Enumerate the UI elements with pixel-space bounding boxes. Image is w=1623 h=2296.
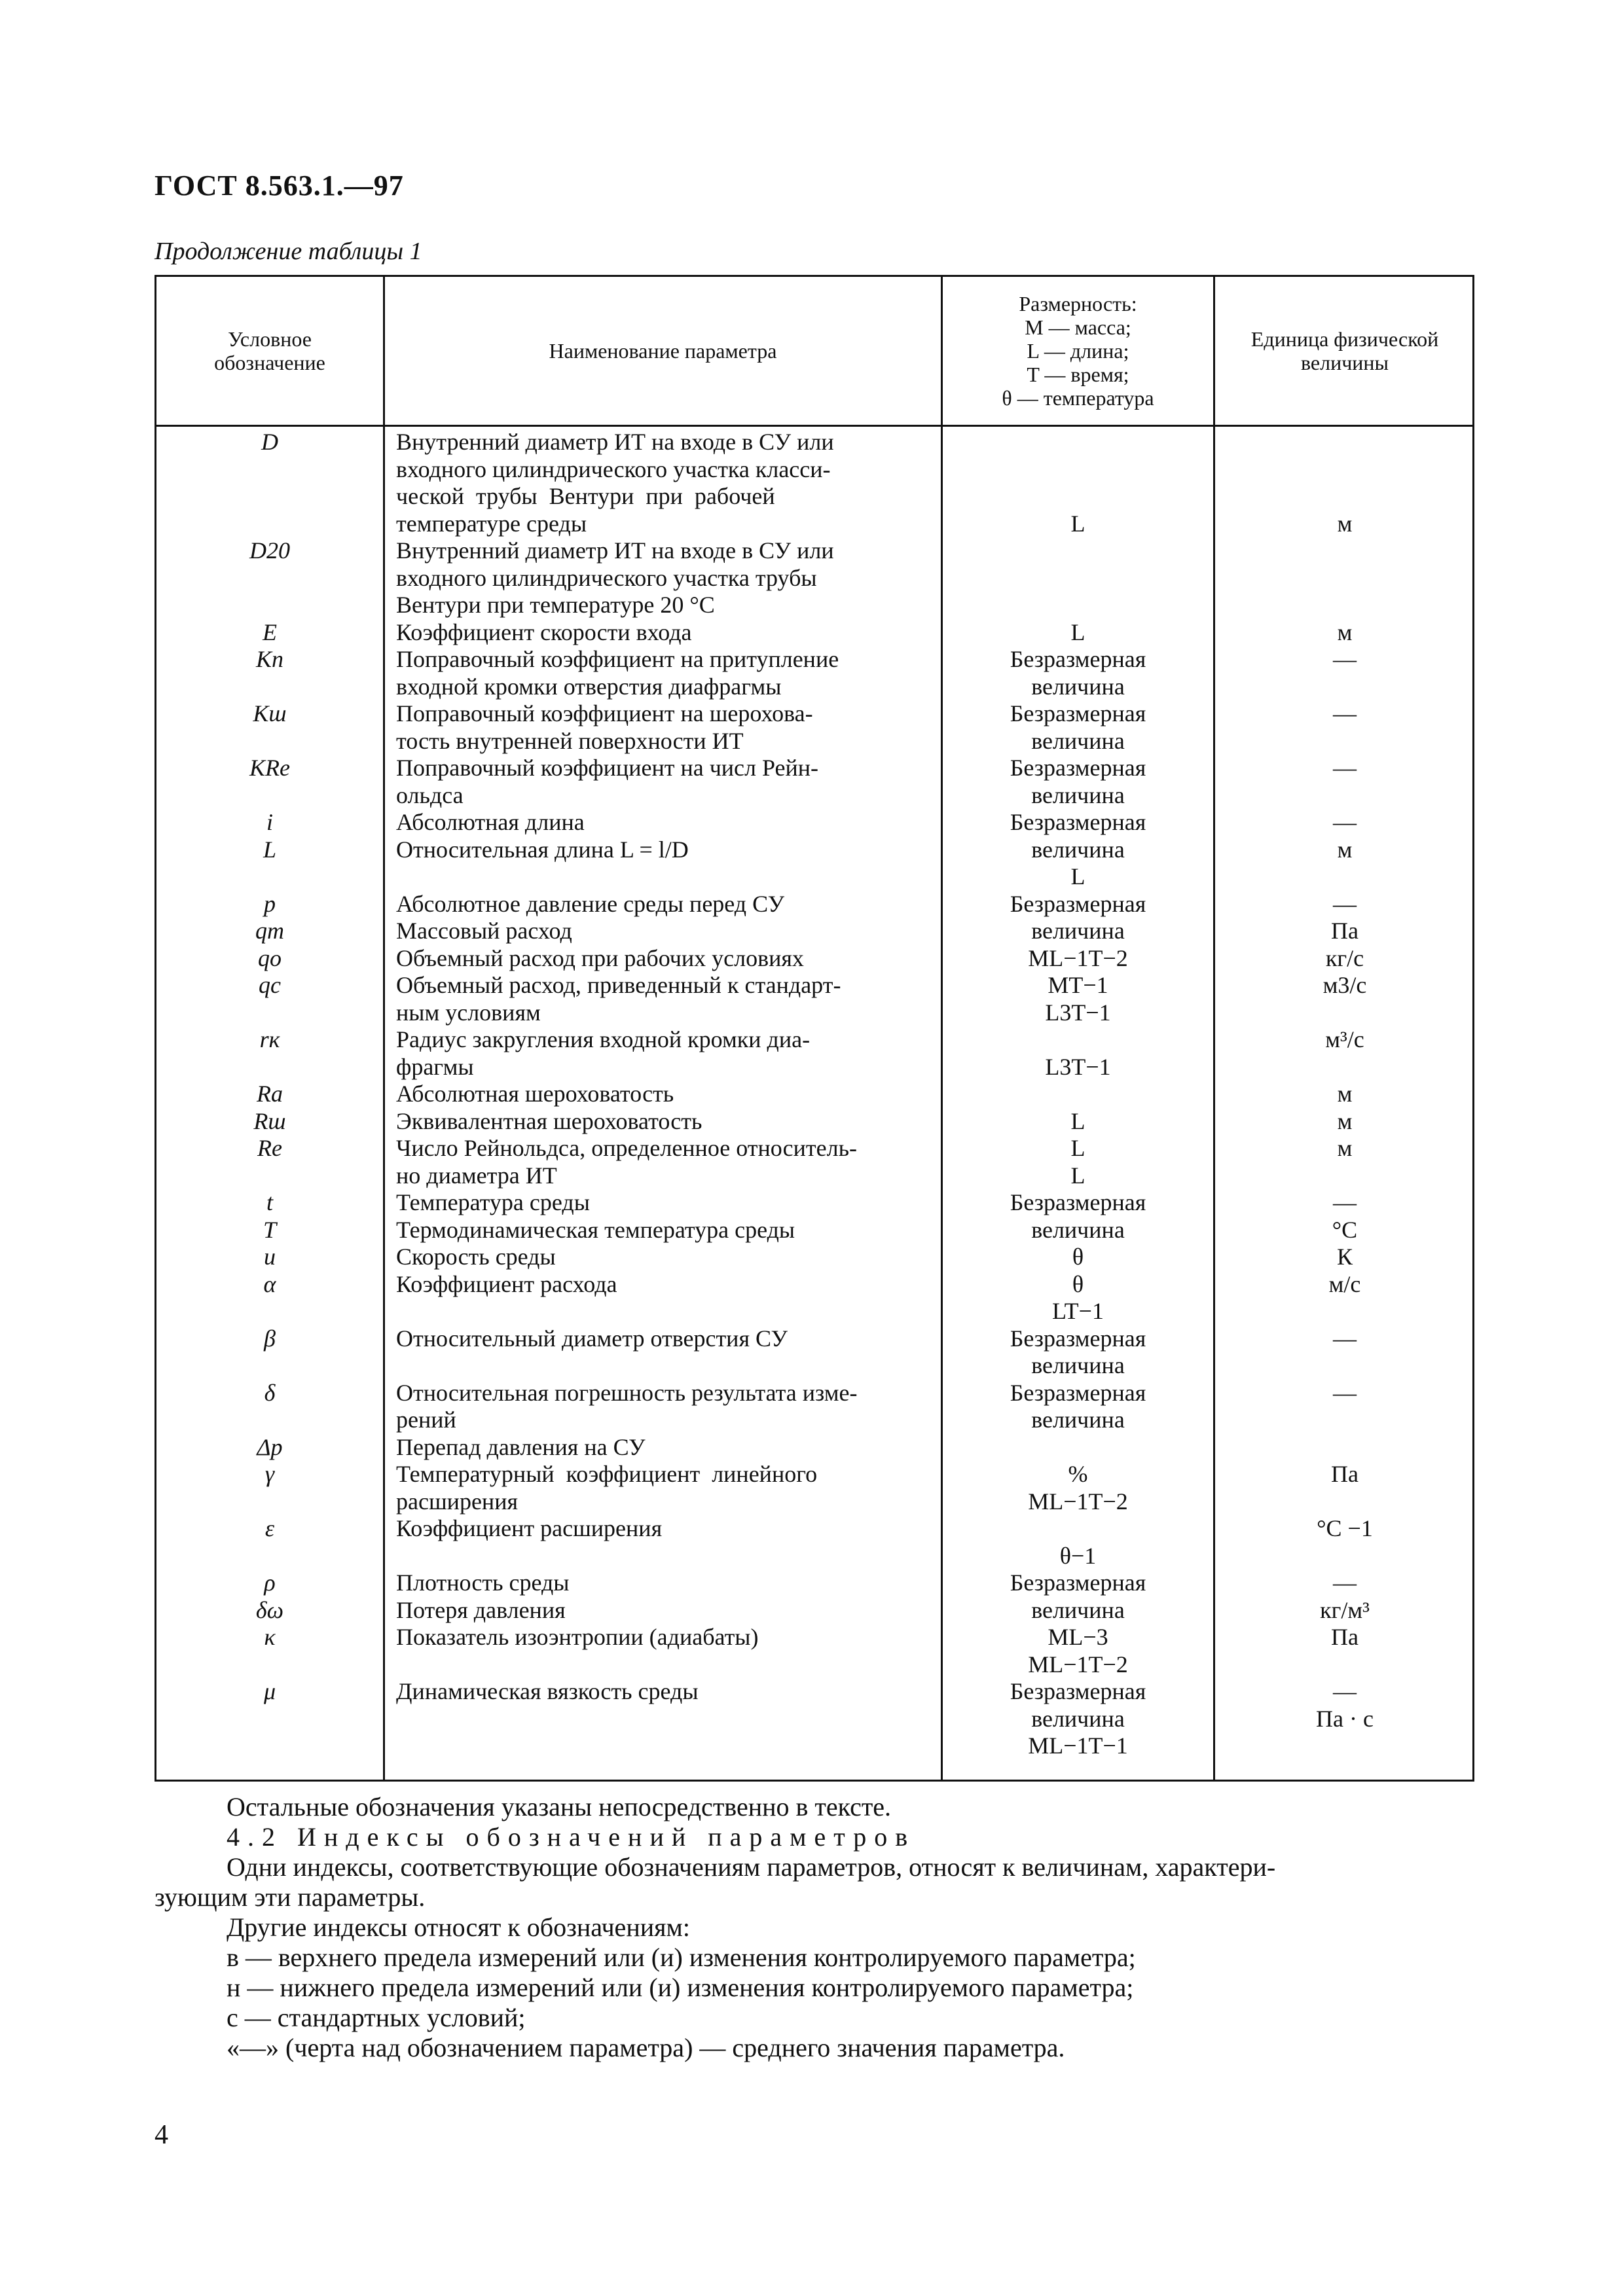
list-item: с — стандартных условий; xyxy=(227,2003,526,2032)
list-item: н — нижнего предела измерений или (и) изменения контролируемого параметра; xyxy=(227,1973,1134,2002)
list-item: в — верхнего предела измерений или (и) изменения контролируемого параметра; xyxy=(227,1943,1136,1972)
paragraph-line: зующим эти параметры. xyxy=(155,1882,426,1912)
column-header-symbol: Условное обозначение xyxy=(214,327,325,374)
column-header-unit: Единица физической величины xyxy=(1250,327,1439,374)
header-divider xyxy=(156,425,1472,427)
paragraph-line: Другие индексы относят к обозначениям: xyxy=(227,1912,690,1942)
column-header-name: Наименование параметра xyxy=(549,339,777,363)
remaining-note: Остальные обозначения указаны непосредственно в тексте. xyxy=(227,1792,892,1821)
symbol-column: D D20 E Kп Kш KRe i L p qm qo qc rк Ra Rш Re t T u α β δ Δp γ ε ρ δω κ μ xyxy=(249,429,290,1704)
document-code: ГОСТ 8.563.1.—97 xyxy=(155,170,404,202)
unit-column: м м — — — — м — Па кг/с м3/с м³/с м м м — °С К м/с — — Па °С −1 — кг/м³ Па — Па · с xyxy=(1316,510,1374,1732)
page-number: 4 xyxy=(155,2120,168,2150)
dimension-column: L L Безразмерная величина Безразмерная величина Безразмерная величина Безразмерная величина L Безразмерная величина ML−1T−2 MT−1 L3T−1 L3T−1 L L L Безразмерная величина θ θ LT−1 Безразмерная величина Безразмерная величина % ML−1T−2 θ−1 Безразмерная величина ML−3 ML−1T−2 Безразмерная величина ML−1T−1 xyxy=(1010,510,1146,1759)
column-divider xyxy=(383,277,385,1780)
parameter-name-column: Внутренний диаметр ИТ на входе в СУ или входного цилиндрического участка класси- ческой трубы Вентури при рабочей температуре среды Внутренний диаметр ИТ на входе в СУ или входного цилиндрического участка трубы Вентури при температуре 20 °С Коэффициент скорости входа Поправочный коэффициент на притупление входной кромки отверстия диафрагмы Поправочный коэффициент на шерохова- тость внутренней поверхности ИТ Поправочный коэффициент на числ Рейн- ольдса Абсолютная длина Относительная длина L = l/D Абсолютное давление среды перед СУ Массовый расход Объемный расход при рабочих условиях Объемный расход, приведенный к стандарт- ным условиям Радиус закругления входной кромки диа- фрагмы Абсолютная шероховатость Эквивалентная шероховатость Число Рейнольдса, определенное относитель- но диаметра ИТ Температура среды Термодинамическая температура среды Скорость среды Коэффициент расхода Относительный диаметр отверстия СУ Относительная погрешность результата изме- рений Перепад давления на СУ Температурный коэффициент линейного расширения Коэффициент расширения Плотность среды Потеря давления Показатель изоэнтропии (адиабаты) Динамическая вязкость среды xyxy=(396,429,858,1704)
table-caption: Продолжение таблицы 1 xyxy=(155,238,422,265)
parameters-table xyxy=(155,275,1474,1782)
list-item: «—» (черта над обозначением параметра) — среднего значения параметра. xyxy=(227,2033,1065,2062)
section-heading: 4.2 Индексы обозначений параметров xyxy=(227,1822,916,1852)
paragraph-line: Одни индексы, соответствующие обозначениям параметров, относят к величинам, характери- xyxy=(227,1852,1276,1882)
column-header-dimension: Размерность: M — масса; L — длина; T — время; θ — температура xyxy=(1002,292,1154,410)
